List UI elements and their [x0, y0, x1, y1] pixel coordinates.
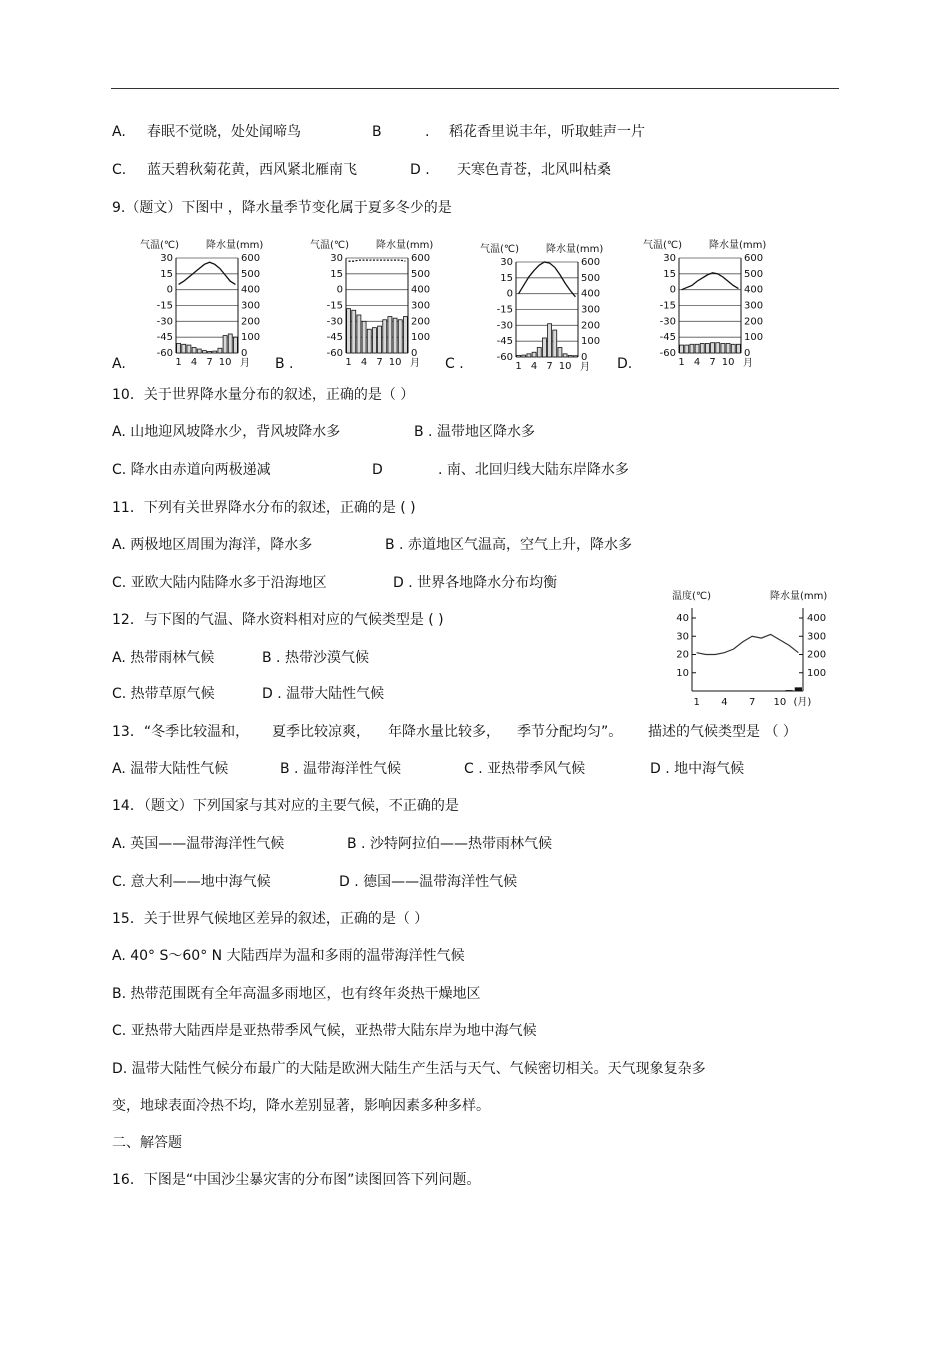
rain-bar [357, 315, 361, 353]
rain-tick-label: 500 [744, 268, 764, 280]
rain-axis-title: 降水量(mm) [376, 240, 434, 251]
month-tick-label: 10 [558, 361, 572, 372]
rain-tick-label: 0 [581, 352, 588, 363]
q14-option-a: A. 英国——温带海洋性气候 [112, 836, 285, 852]
month-tick-label: 4 [360, 357, 368, 368]
temp-line [697, 634, 799, 654]
rain-tick-label: 100 [241, 332, 261, 344]
q11-stem: 11．下列有关世界降水分布的叙述，正确的是 ( ) [112, 500, 416, 516]
rain-tick-label: 600 [744, 253, 764, 264]
rain-bar [367, 329, 371, 353]
temp-tick-label: -30 [156, 316, 173, 328]
rain-bar [388, 317, 392, 353]
temp-tick-label: -60 [156, 348, 173, 359]
rain-bar [218, 348, 222, 353]
temp-tick-label: -60 [496, 352, 513, 363]
q8-option-a: 春眠不觉晓，处处闻啼鸟 [147, 124, 301, 140]
rain-bar [685, 345, 689, 353]
rain-bar [228, 334, 232, 353]
q12-climate-chart [670, 585, 845, 719]
temp-tick-label: -45 [326, 332, 343, 344]
temp-line [682, 273, 739, 290]
rain-tick-label: 200 [807, 649, 827, 661]
q15-stem: 15．关于世界气候地区差异的叙述，正确的是（ ） [112, 911, 429, 927]
rain-bar [542, 338, 546, 357]
temp-tick-label: -45 [496, 336, 513, 348]
rain-tick-label: 500 [581, 272, 601, 284]
rain-bar [372, 328, 376, 353]
q9-option-b: B . [275, 356, 294, 372]
rain-bar [700, 344, 704, 354]
q8-option-d: 天寒色青苍，北风叫枯桑 [457, 162, 611, 178]
q12-stem: 12．与下图的气温、降水资料相对应的气候类型是 ( ) [112, 612, 444, 628]
temp-axis-title: 气温(℃) [643, 240, 683, 251]
rain-tick-label: 500 [411, 268, 431, 280]
month-tick-label: 10 [388, 357, 402, 368]
q13-option-c: C . 亚热带季风气候 [464, 761, 586, 777]
month-tick-label: 7 [206, 357, 213, 368]
rain-bar [726, 344, 730, 354]
rain-tick-label: 100 [581, 336, 601, 348]
q15-option-d-continued: 变，地球表面冷热不均，降水差别显著，影响因素多种多样。 [112, 1098, 490, 1114]
month-tick-label: 7 [748, 697, 756, 708]
temp-tick-label: -15 [156, 300, 173, 312]
month-unit-label: 月 [410, 358, 420, 369]
month-unit-label: 月 [240, 358, 250, 369]
q8-option-a-key: A. [112, 124, 126, 140]
rain-bar [383, 320, 387, 353]
rain-tick-label: 0 [241, 348, 248, 359]
q8-option-b: 稻花香里说丰年，听取蛙声一片 [449, 124, 645, 140]
section-heading: 二、解答题 [112, 1135, 182, 1151]
month-tick-label: 1 [345, 357, 352, 368]
temp-tick-label: 20 [676, 649, 689, 661]
month-tick-label: 7 [709, 357, 716, 368]
rain-bar [680, 345, 684, 353]
temp-tick-label: 15 [500, 272, 513, 284]
q12-option-b: B . 热带沙漠气候 [262, 650, 369, 666]
rain-tick-label: 600 [581, 257, 601, 268]
rain-tick-label: 300 [241, 300, 261, 312]
temp-tick-label: 30 [500, 257, 513, 268]
q8-option-c-key: C. [112, 162, 127, 178]
rain-bar [563, 354, 567, 357]
temp-tick-label: 30 [676, 631, 689, 643]
rain-tick-label: 0 [744, 348, 751, 359]
rain-bar [213, 351, 217, 353]
rain-bar [378, 326, 382, 353]
month-tick-label: 4 [693, 357, 701, 368]
rain-tick-label: 100 [411, 332, 431, 344]
temp-tick-label: 0 [336, 284, 343, 296]
q10-stem: 10．关于世界降水量分布的叙述，正确的是（ ） [112, 387, 415, 403]
q9-stem: 9.（题文）下图中 ，降水量季节变化属于夏多冬少的是 [112, 200, 452, 216]
temp-line [349, 260, 406, 261]
q15-option-c: C. 亚热带大陆西岸是亚热带季风气候，亚热带大陆东岸为地中海气候 [112, 1023, 537, 1039]
month-tick-label: 4 [190, 357, 198, 368]
temp-tick-label: -45 [156, 332, 173, 344]
rain-bar [705, 344, 709, 354]
q10-option-d: . 南、北回归线大陆东岸降水多 [438, 462, 629, 478]
month-tick-label: 4 [721, 697, 728, 708]
q10-option-a: A. 山地迎风坡降水少，背风坡降水多 [112, 424, 341, 440]
q11-option-b: B . 赤道地区气温高，空气上升，降水多 [385, 537, 632, 553]
q11-option-c: C. 亚欧大陆内陆降水多于沿海地区 [112, 575, 327, 591]
rain-tick-label: 600 [241, 253, 261, 264]
q12-option-c: C. 热带草原气候 [112, 686, 215, 702]
q12-option-a: A. 热带雨林气候 [112, 650, 215, 666]
rain-bar [553, 330, 557, 357]
temp-tick-label: 30 [330, 253, 343, 264]
month-unit-label: 月 [743, 358, 753, 369]
q15-option-a: A. 40° S～60° N 大陆西岸为温和多雨的温带海洋性气候 [112, 948, 465, 964]
rain-axis-title: 降水量(mm) [770, 591, 828, 602]
q13-stem-part4: 季节分配均匀”。 [517, 724, 623, 740]
temp-tick-label: -30 [659, 316, 676, 328]
rain-tick-label: 200 [581, 320, 601, 332]
q8-option-b-dot: . [425, 124, 430, 140]
rain-bar [795, 687, 802, 691]
q9-option-c: C . [445, 356, 464, 372]
month-tick-label: 10 [773, 697, 787, 708]
month-tick-label: 1 [693, 697, 700, 708]
rain-tick-label: 400 [581, 288, 601, 300]
rain-tick-label: 200 [241, 316, 261, 328]
rain-bar [403, 317, 407, 353]
temp-tick-label: 40 [676, 613, 689, 624]
rain-bar [558, 348, 562, 358]
q14-option-b: B . 沙特阿拉伯——热带雨林气候 [347, 836, 552, 852]
temp-tick-label: 30 [160, 253, 173, 264]
temp-axis-title: 温度(℃) [672, 591, 712, 602]
rain-bar [695, 344, 699, 353]
temp-tick-label: -45 [659, 332, 676, 344]
q12-option-d: D . 温带大陆性气候 [262, 686, 385, 702]
temp-tick-label: 0 [669, 284, 676, 296]
q9-option-d: D. [617, 356, 633, 372]
temp-tick-label: 15 [663, 268, 676, 280]
rain-bar [187, 345, 191, 353]
rain-bar [721, 344, 725, 354]
rain-tick-label: 200 [411, 316, 431, 328]
q8-option-b-key: B [372, 124, 382, 140]
month-tick-label: 1 [678, 357, 685, 368]
temp-tick-label: -60 [659, 348, 676, 359]
rain-axis-title: 降水量(mm) [546, 244, 604, 255]
rain-bar [362, 321, 366, 353]
rain-bar [690, 344, 694, 353]
month-tick-label: 10 [721, 357, 735, 368]
rain-bar [573, 356, 577, 357]
rain-bar [548, 324, 552, 357]
temp-line [519, 262, 576, 297]
rain-axis-title: 降水量(mm) [709, 240, 767, 251]
month-tick-label: 4 [530, 361, 538, 372]
rain-bar [716, 343, 720, 353]
rain-tick-label: 600 [411, 253, 431, 264]
rain-tick-label: 100 [807, 667, 827, 679]
rain-bar [347, 309, 351, 353]
q14-option-d: D . 德国——温带海洋性气候 [339, 874, 518, 890]
q16-stem: 16．下图是“中国沙尘暴灾害的分布图”读图回答下列问题。 [112, 1172, 481, 1188]
q14-option-c: C. 意大利——地中海气候 [112, 874, 271, 890]
month-unit-label: 月 [580, 362, 590, 373]
temp-tick-label: -30 [496, 320, 513, 332]
q13-option-a: A. 温带大陆性气候 [112, 761, 229, 777]
climate-chart-d [643, 236, 783, 375]
month-tick-label: (月) [793, 697, 812, 708]
rain-bar [711, 343, 715, 353]
q13-stem-part3: 年降水量比较多， [388, 724, 500, 740]
temp-axis-title: 气温(℃) [480, 244, 520, 255]
rain-bar [352, 310, 356, 353]
q13-option-b: B . 温带海洋性气候 [280, 761, 401, 777]
q15-option-b: B. 热带范围既有全年高温多雨地区，也有终年炎热干燥地区 [112, 986, 481, 1002]
rain-tick-label: 200 [744, 316, 764, 328]
rain-bar [202, 351, 206, 353]
rain-tick-label: 400 [807, 613, 827, 624]
climate-chart-b [310, 236, 450, 375]
rain-bar [537, 348, 541, 358]
temp-axis-title: 气温(℃) [310, 240, 350, 251]
rain-tick-label: 300 [744, 300, 764, 312]
rain-tick-label: 300 [411, 300, 431, 312]
rain-bar [532, 352, 536, 357]
rain-tick-label: 400 [241, 284, 261, 296]
rain-bar [192, 347, 196, 353]
q15-option-d: D. 温带大陆性气候分布最广的大陆是欧洲大陆生产生活与天气、气候密切相关。天气现象复杂多 [112, 1061, 706, 1077]
header-rule [111, 88, 839, 89]
rain-axis-title: 降水量(mm) [206, 240, 264, 251]
rain-bar [527, 354, 531, 357]
q10-option-d-key: D [372, 462, 383, 478]
rain-bar [208, 351, 212, 353]
rain-tick-label: 100 [744, 332, 764, 344]
temp-tick-label: -15 [496, 304, 513, 316]
rain-tick-label: 300 [807, 631, 827, 643]
rain-tick-label: 500 [241, 268, 261, 280]
q11-option-d: D . 世界各地降水分布均衡 [393, 575, 558, 591]
q13-stem-part1: 13．“冬季比较温和， [112, 724, 250, 740]
temp-tick-label: -15 [326, 300, 343, 312]
rain-bar [233, 337, 237, 353]
q13-option-d: D . 地中海气候 [650, 761, 745, 777]
rain-bar [393, 318, 397, 353]
temp-tick-label: 15 [160, 268, 173, 280]
temp-tick-label: 0 [166, 284, 173, 296]
q9-option-a: A. [112, 356, 126, 372]
rain-bar [522, 355, 526, 357]
temp-tick-label: 15 [330, 268, 343, 280]
q10-option-b: B . 温带地区降水多 [414, 424, 535, 440]
rain-tick-label: 0 [411, 348, 418, 359]
rain-bar [568, 355, 572, 357]
q13-stem-part2: 夏季比较凉爽， [272, 724, 370, 740]
rain-tick-label: 400 [411, 284, 431, 296]
rain-tick-label: 300 [581, 304, 601, 316]
rain-bar [731, 344, 735, 353]
month-tick-label: 1 [515, 361, 522, 372]
q14-stem: 14．（题文）下列国家与其对应的主要气候，不正确的是 [112, 798, 459, 814]
rain-tick-label: 400 [744, 284, 764, 296]
q8-option-d-key: D . [410, 162, 430, 178]
month-tick-label: 7 [376, 357, 383, 368]
rain-bar [517, 355, 521, 357]
rain-bar [736, 344, 740, 353]
q10-option-c: C. 降水由赤道向两极递减 [112, 462, 271, 478]
temp-line [179, 262, 236, 284]
q13-stem-part5: 描述的气候类型是 （ ） [648, 724, 797, 740]
month-tick-label: 7 [546, 361, 553, 372]
temp-tick-label: 0 [506, 288, 513, 300]
temp-axis-title: 气温(℃) [140, 240, 180, 251]
rain-bar [398, 320, 402, 353]
q11-option-a: A. 两极地区周围为海洋，降水多 [112, 537, 313, 553]
climate-chart-c [480, 240, 620, 379]
climate-chart-a [140, 236, 280, 375]
rain-bar [786, 690, 793, 691]
temp-tick-label: -15 [659, 300, 676, 312]
month-tick-label: 10 [218, 357, 232, 368]
rain-bar [182, 344, 186, 353]
temp-tick-label: -30 [326, 316, 343, 328]
temp-tick-label: 10 [676, 667, 689, 679]
temp-tick-label: -60 [326, 348, 343, 359]
rain-bar [177, 344, 181, 354]
rain-bar [223, 336, 227, 353]
q8-option-c: 蓝天碧秋菊花黄，西风紧北雁南飞 [147, 162, 357, 178]
rain-bar [197, 349, 201, 353]
temp-tick-label: 30 [663, 253, 676, 264]
month-tick-label: 1 [175, 357, 182, 368]
